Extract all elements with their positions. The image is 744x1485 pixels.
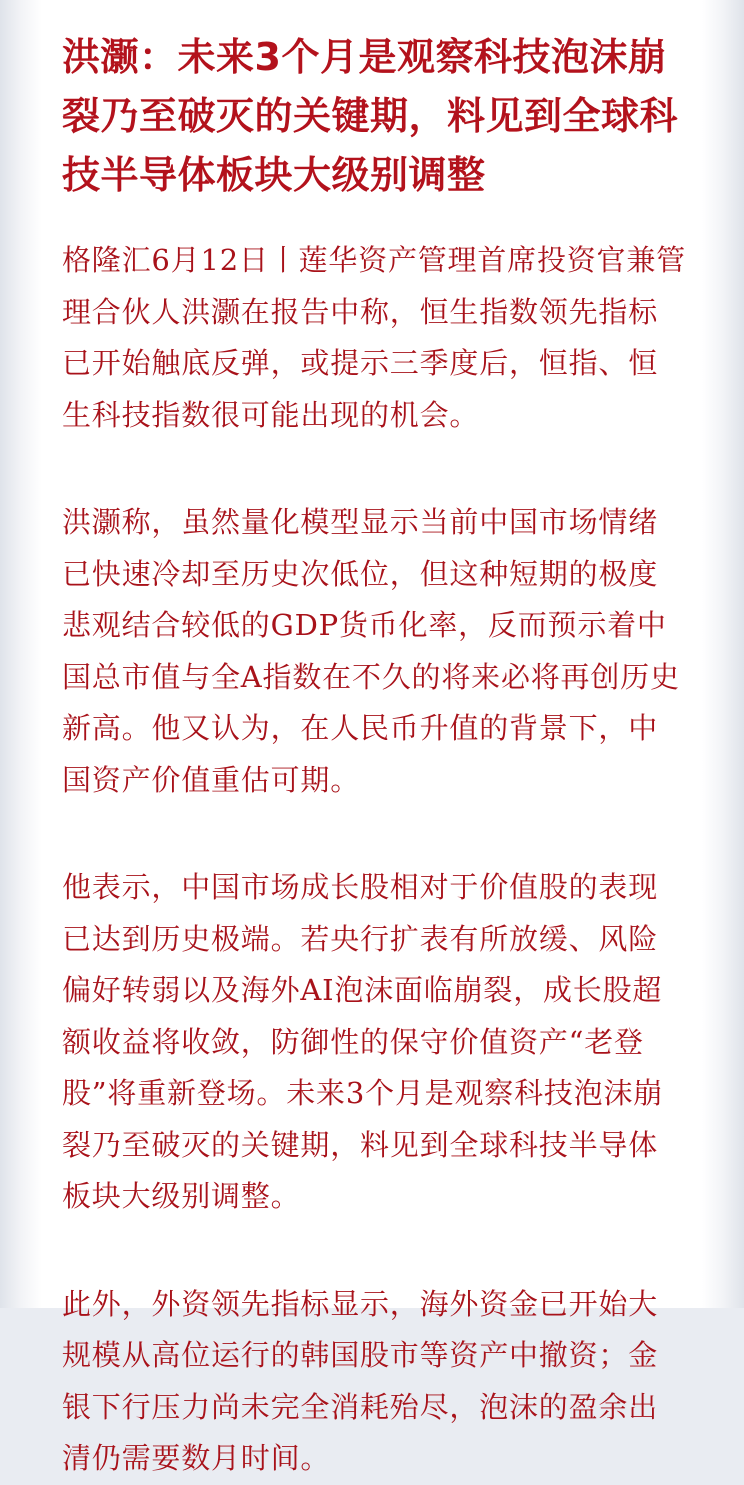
article-paragraph-2: 洪灏称，虽然量化模型显示当前中国市场情绪已快速冷却至历史次低位，但这种短期的极度悲观结合较低的GDP货币化率，反而预示着中国总市值与全A指数在不久的将来必将再创历史新高。他又认为，在人民币升值的背景下，中国资产价值重估可期。 bbox=[62, 505, 680, 797]
article-paragraph-1: 格隆汇6月12日丨莲华资产管理首席投资官兼管理合伙人洪灏在报告中称，恒生指数领先指标已开始触底反弹，或提示三季度后，恒指、恒生科技指数很可能出现的机会。 bbox=[62, 243, 686, 432]
article bbox=[62, 28, 686, 1485]
paragraph-spacer bbox=[62, 1223, 686, 1279]
article-paragraph-4: 此外，外资领先指标显示，海外资金已开始大规模从高位运行的韩国股市等资产中撤资；金银下行压力尚未完全消耗殆尽，泡沫的盈余出清仍需要数月时间。 bbox=[62, 1286, 659, 1475]
paragraph-spacer bbox=[62, 806, 686, 862]
article-body bbox=[62, 235, 686, 1485]
article-paragraph-3: 他表示，中国市场成长股相对于价值股的表现已达到历史极端。若央行扩表有所放缓、风险偏好转弱以及海外AI泡沫面临崩裂，成长股超额收益将收敛，防御性的保守价值资产“老登股”将重新登场。未来3个月是观察科技泡沫崩裂乃至破灭的关键期，料见到全球科技半导体板块大级别调整。 bbox=[62, 870, 664, 1213]
paragraph-spacer bbox=[62, 441, 686, 497]
article-headline: 洪灏：未来3个月是观察科技泡沫崩裂乃至破灭的关键期，料见到全球科技半导体板块大级别调整 bbox=[62, 35, 679, 197]
